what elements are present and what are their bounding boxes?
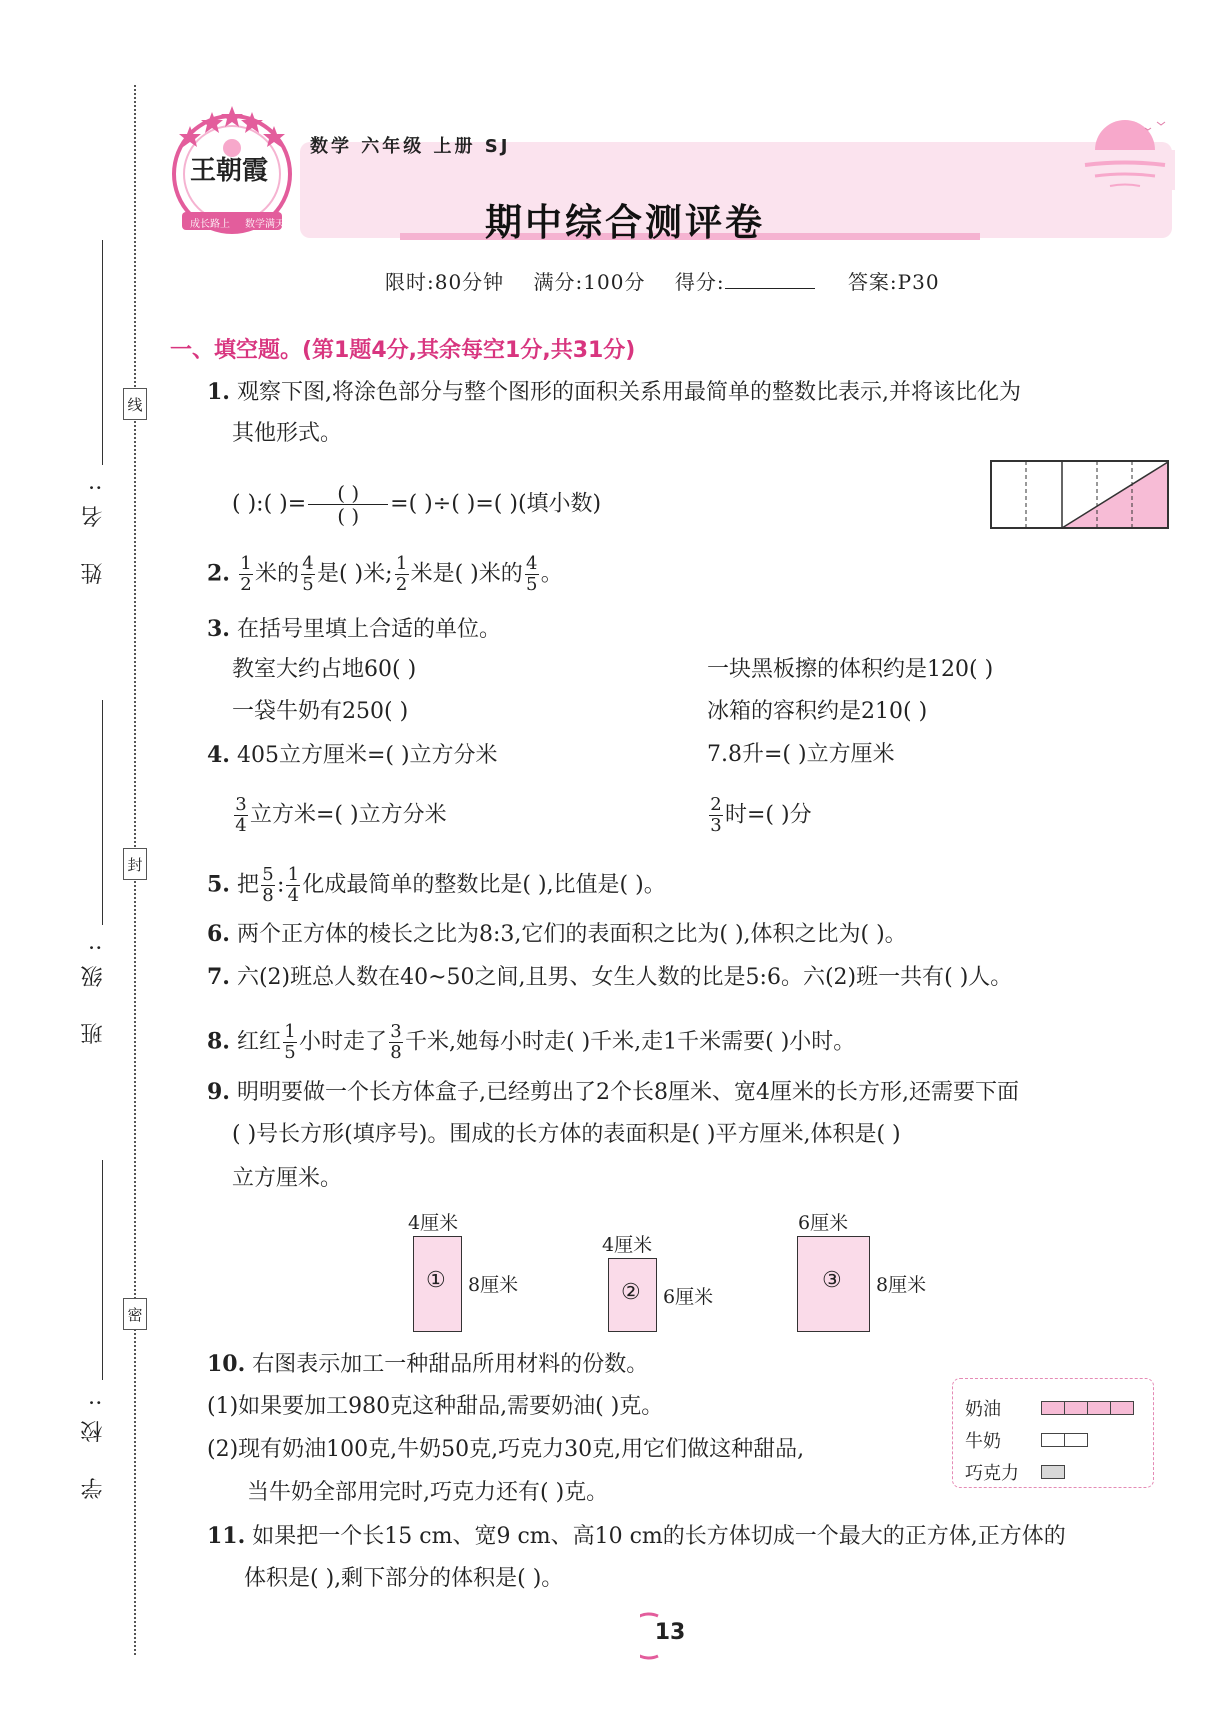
- exam-meta: [385, 266, 962, 295]
- question-3-item-1: 教室大约占地60( ): [232, 657, 417, 682]
- school-field[interactable]: [102, 1160, 103, 1380]
- class-label: 班 级:: [81, 930, 106, 1045]
- question-2: 2. $\frac{1}{2}$ 米的 $\frac{4}{5}$ 是( )米; $\frac{1}{2}$ 米是( )米的 $\frac{4}{5}$ 。: [207, 553, 563, 595]
- legend-part-cell: [1064, 1433, 1088, 1447]
- name-label: 姓 名:: [81, 470, 106, 585]
- legend-chocolate-label: 巧克力: [965, 1463, 1019, 1484]
- question-11-line2: 体积是( ),剩下部分的体积是( )。: [244, 1566, 564, 1591]
- question-4-item-4: $\frac{2}{3}$ 时=( )分: [710, 794, 812, 836]
- question-7: 7. 六(2)班总人数在40~50之间,且男、女生人数的比是5:6。六(2)班一共有( )人。: [207, 964, 1013, 990]
- question-9: 9. 明明要做一个长方体盒子,已经剪出了2个长8厘米、宽4厘米的长方形,还需要下面: [207, 1079, 1019, 1105]
- question-11: 11. 如果把一个长15 cm、宽9 cm、高10 cm的长方体切成一个最大的正方体,正方体的: [207, 1523, 1066, 1549]
- question-1: 1. 观察下图,将涂色部分与整个图形的面积关系用最简单的整数比表示,并将该比化为: [207, 379, 1021, 405]
- full-score: 满分:100分: [533, 270, 646, 294]
- time-limit: 限时:80分钟: [385, 270, 505, 294]
- question-3: 3. 在括号里填上合适的单位。: [207, 616, 501, 642]
- legend-milk-label: 牛奶: [965, 1431, 1001, 1452]
- rect3-id: ③: [822, 1268, 842, 1293]
- page-number: 13: [654, 1620, 686, 1645]
- question-10: 10. 右图表示加工一种甜品所用材料的份数。: [207, 1351, 649, 1377]
- question-1-ratio: ( ):( )= $\frac{( )}{( )}$ =( )÷( )=( )(填小数): [232, 481, 602, 528]
- question-6: 6. 两个正方体的棱长之比为8:3,它们的表面积之比为( ),体积之比为( )。: [207, 921, 907, 947]
- legend-cream-label: 奶油: [965, 1399, 1001, 1420]
- brand-name: 王朝霞: [190, 156, 269, 186]
- question-10-part-2b: 当牛奶全部用完时,巧克力还有( )克。: [247, 1480, 609, 1505]
- question-1-line2: 其他形式。: [232, 421, 343, 446]
- rect2-top-label: 4厘米: [602, 1234, 653, 1256]
- question-4-item-3: $\frac{3}{4}$ 立方米=( )立方分米: [235, 794, 447, 836]
- legend-part-cell: [1064, 1401, 1088, 1415]
- page-title: 期中综合测评卷: [485, 201, 765, 244]
- score-label: 得分:: [674, 270, 725, 294]
- legend-part-cell: [1041, 1433, 1065, 1447]
- legend-part-cell: [1041, 1465, 1065, 1479]
- name-field[interactable]: [102, 240, 103, 465]
- question-10-part-1: (1)如果要加工980克这种甜品,需要奶油( )克。: [207, 1394, 664, 1419]
- sunset-icon: [1075, 120, 1175, 230]
- question-4-item-2: 7.8升=( )立方厘米: [707, 742, 895, 767]
- question-9-line2: ( )号长方形(填序号)。围成的长方体的表面积是( )平方厘米,体积是( ): [232, 1122, 901, 1147]
- school-label: 学 校:: [81, 1385, 106, 1500]
- question-3-item-2: 一块黑板擦的体积约是120( ): [707, 657, 994, 682]
- question-8: 8. 红红 $\frac{1}{5}$ 小时走了 $\frac{3}{8}$ 千米,她每小时走( )千米,走1千米需要( )小时。: [207, 1021, 856, 1063]
- question-3-item-3: 一袋牛奶有250( ): [232, 699, 409, 724]
- question-4: 4. 405立方厘米=( )立方分米: [207, 742, 498, 768]
- rect3-side-label: 8厘米: [876, 1274, 927, 1296]
- rect3-top-label: 6厘米: [798, 1212, 849, 1234]
- cut-mark-mi: 密: [123, 1298, 147, 1330]
- series-label: 数学 六年级 上册 SJ: [310, 136, 511, 157]
- score-field[interactable]: [725, 288, 815, 289]
- question-5: 5. 把 $\frac{5}{8}$ : $\frac{1}{4}$ 化成最简单的整数比是( ),比值是( )。: [207, 864, 666, 906]
- rect2-id: ②: [621, 1280, 641, 1305]
- q1-shaded-figure: [990, 460, 1170, 530]
- question-3-item-4: 冰箱的容积约是210( ): [707, 699, 928, 724]
- legend-part-cell: [1041, 1401, 1065, 1415]
- legend-part-cell: [1110, 1401, 1134, 1415]
- class-field[interactable]: [102, 700, 103, 925]
- rect1-side-label: 8厘米: [468, 1274, 519, 1296]
- cut-mark-xian: 线: [123, 388, 147, 420]
- rect2-side-label: 6厘米: [663, 1286, 714, 1308]
- rect1-id: ①: [426, 1268, 446, 1293]
- rect1-top-label: 4厘米: [408, 1212, 459, 1234]
- ingredient-legend: [952, 1378, 1154, 1488]
- brand-badge-right: 数学满天: [245, 219, 285, 230]
- section-heading: 一、填空题。(第1题4分,其余每空1分,共31分): [170, 338, 636, 363]
- question-9-line3: 立方厘米。: [232, 1166, 343, 1191]
- brand-badge-left: 成长路上: [190, 219, 230, 230]
- answer-ref: 答案:P30: [847, 270, 940, 294]
- cut-mark-feng: 封: [123, 848, 147, 880]
- question-10-part-2: (2)现有奶油100克,牛奶50克,巧克力30克,用它们做这种甜品,: [207, 1437, 805, 1462]
- legend-part-cell: [1087, 1401, 1111, 1415]
